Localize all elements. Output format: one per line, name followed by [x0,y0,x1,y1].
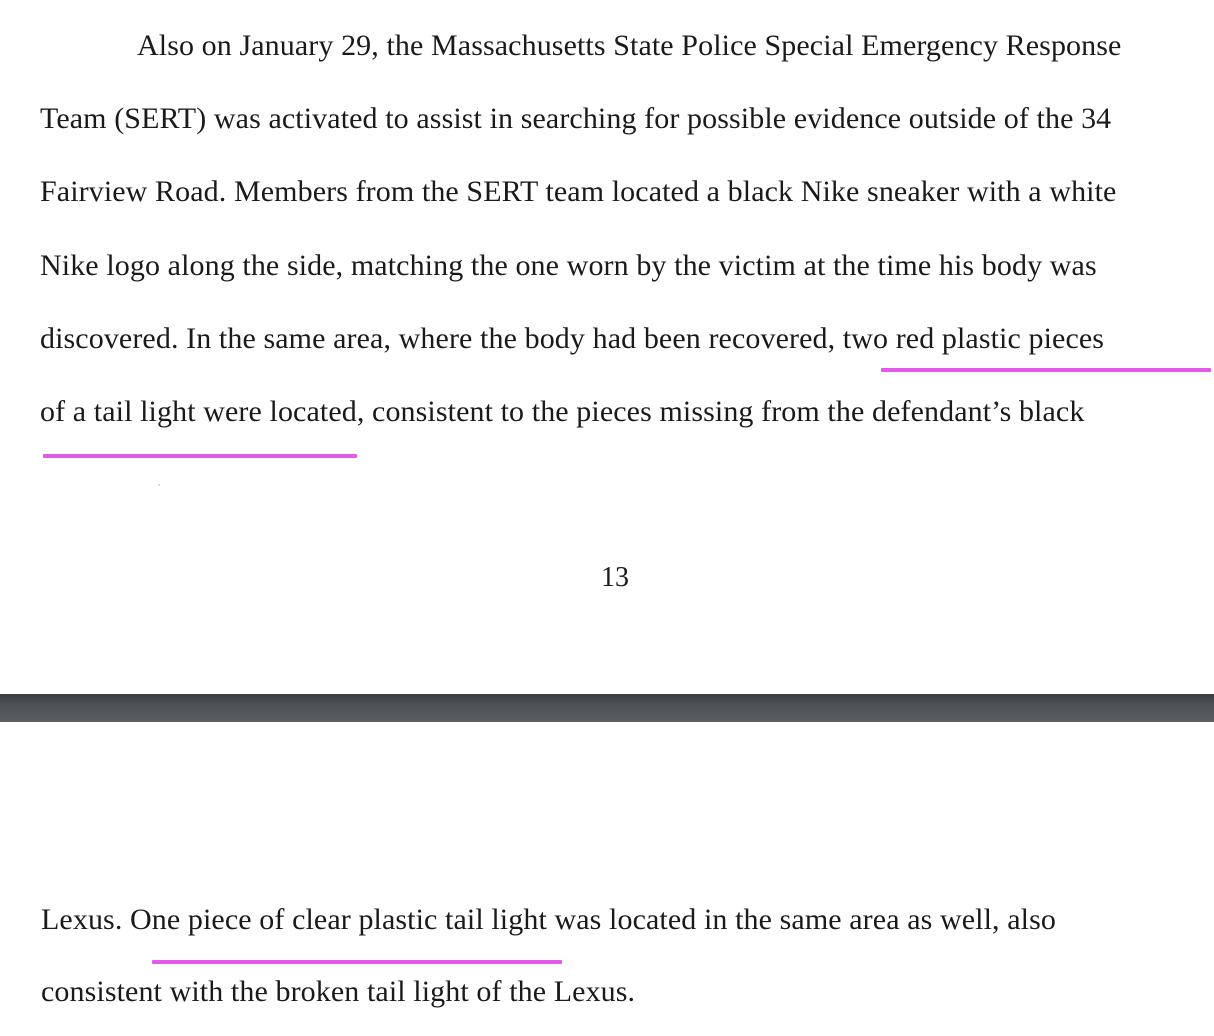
annotation-underline-two-red-plastic-pieces [881,368,1211,372]
page-separator [0,694,1214,722]
paragraph-line-8: consistent with the broken tail light of the Lexus. [41,975,636,1008]
paragraph-line-7: Lexus. One piece of clear plastic tail light was located in the same area as well, also [41,903,1056,936]
paragraph-line-4: Nike logo along the side, matching the one worn by the victim at the time his body was [40,249,1097,282]
paragraph-line-5: discovered. In the same area, where the body had been recovered, two red plastic pieces [40,322,1105,355]
paragraph-line-3: Fairview Road. Members from the SERT team located a black Nike sneaker with a white [40,175,1117,208]
paragraph-line-6: of a tail light were located, consistent to the pieces missing from the defendant’s black [40,395,1085,428]
paragraph-line-2: Team (SERT) was activated to assist in searching for possible evidence outside of the 34 [40,102,1112,135]
document-page-14 [0,722,1214,1036]
paragraph-line-1: Also on January 29, the Massachusetts State Police Special Emergency Response [137,29,1122,62]
annotation-underline-tail-light-located [43,454,357,458]
scan-speck [158,484,160,486]
page-number: 13 [601,562,629,593]
annotation-underline-clear-plastic-tail-light [152,960,562,964]
